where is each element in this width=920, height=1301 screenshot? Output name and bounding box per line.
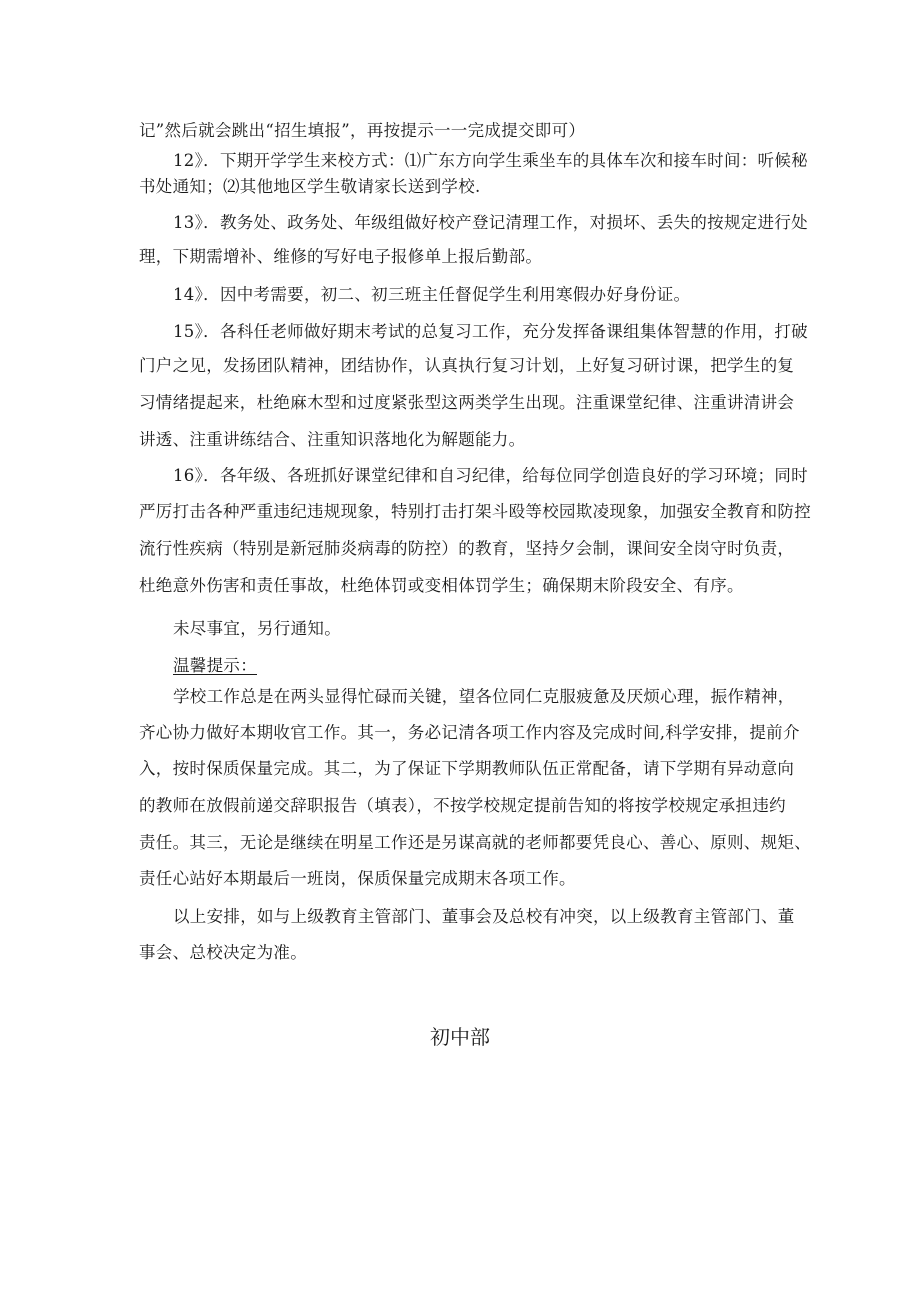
text-line: 13》．教务处、政务处、年级组做好校产登记清理工作，对损坏、丢失的按规定进行处 — [173, 213, 808, 232]
text-line: 15》．各科任老师做好期末考试的总复习工作，充分发挥备课组集体智慧的作用，打破 — [173, 322, 808, 341]
text-line: 杜绝意外伤害和责任事故，杜绝体罚或变相体罚学生；确保期末阶段安全、有序。 — [139, 576, 744, 595]
text-line: 16》．各年级、各班抓好课堂纪律和自习纪律，给每位同学创造良好的学习环境；同时 — [173, 466, 808, 485]
text-line: 12》．下期开学学生来校方式：⑴广东方向学生乘坐车的具体车次和接车时间：听候秘 — [173, 151, 808, 170]
text-line: 事会、总校决定为准。 — [139, 943, 307, 962]
text-line: 习情绪提起来，杜绝麻木型和过度紧张型这两类学生出现。注重课堂纪律、注重讲清讲会 — [139, 393, 795, 412]
text-line: 门户之见，发扬团队精神，团结协作，认真执行复习计划，上好复习研讨课，把学生的复 — [139, 356, 795, 375]
text-line: 理，下期需增补、维修的写好电子报修单上报后勤部。 — [139, 247, 543, 266]
text-line: 齐心协力做好本期收官工作。其一，务必记清各项工作内容及完成时间,科学安排，提前介 — [139, 723, 800, 742]
text-line: 学校工作总是在两头显得忙碌而关键，望各位同仁克服疲惫及厌烦心理，振作精神， — [173, 687, 795, 706]
text-line: 流行性疾病（特别是新冠肺炎病毒的防控）的教育，坚持夕会制，课间安全岗守时负责， — [139, 539, 795, 558]
text-line: 书处通知；⑵其他地区学生敬请家长送到学校. — [139, 177, 481, 196]
text-line: 讲透、注重讲练结合、注重知识落地化为解题能力。 — [139, 430, 526, 449]
tips-heading: 温馨提示： — [173, 656, 257, 675]
text-line: 责任心站好本期最后一班岗，保质保量完成期末各项工作。 — [139, 869, 576, 888]
text-line: 严厉打击各种严重违纪违规现象，特别打击打架斗殴等校园欺凌现象，加强安全教育和防控 — [139, 502, 811, 521]
text-line: 未尽事宜，另行通知。 — [173, 619, 341, 638]
text-line: 以上安排，如与上级教育主管部门、董事会及总校有冲突，以上级教育主管部门、董 — [173, 907, 795, 926]
department-signature: 初中部 — [430, 1025, 490, 1049]
text-line: 14》．因中考需要，初二、初三班主任督促学生利用寒假办好身份证。 — [173, 285, 691, 304]
text-line: 记”然后就会跳出“招生填报”，再按提示一一完成提交即可） — [139, 121, 586, 140]
text-line: 责任。其三，无论是继续在明星工作还是另谋高就的老师都要凭良心、善心、原则、规矩、 — [139, 833, 811, 852]
text-line: 的教师在放假前递交辞职报告（填表），不按学校规定提前告知的将按学校规定承担违约 — [139, 796, 786, 815]
text-line: 入，按时保质保量完成。其二，为了保证下学期教师队伍正常配备，请下学期有异动意向 — [139, 759, 795, 778]
